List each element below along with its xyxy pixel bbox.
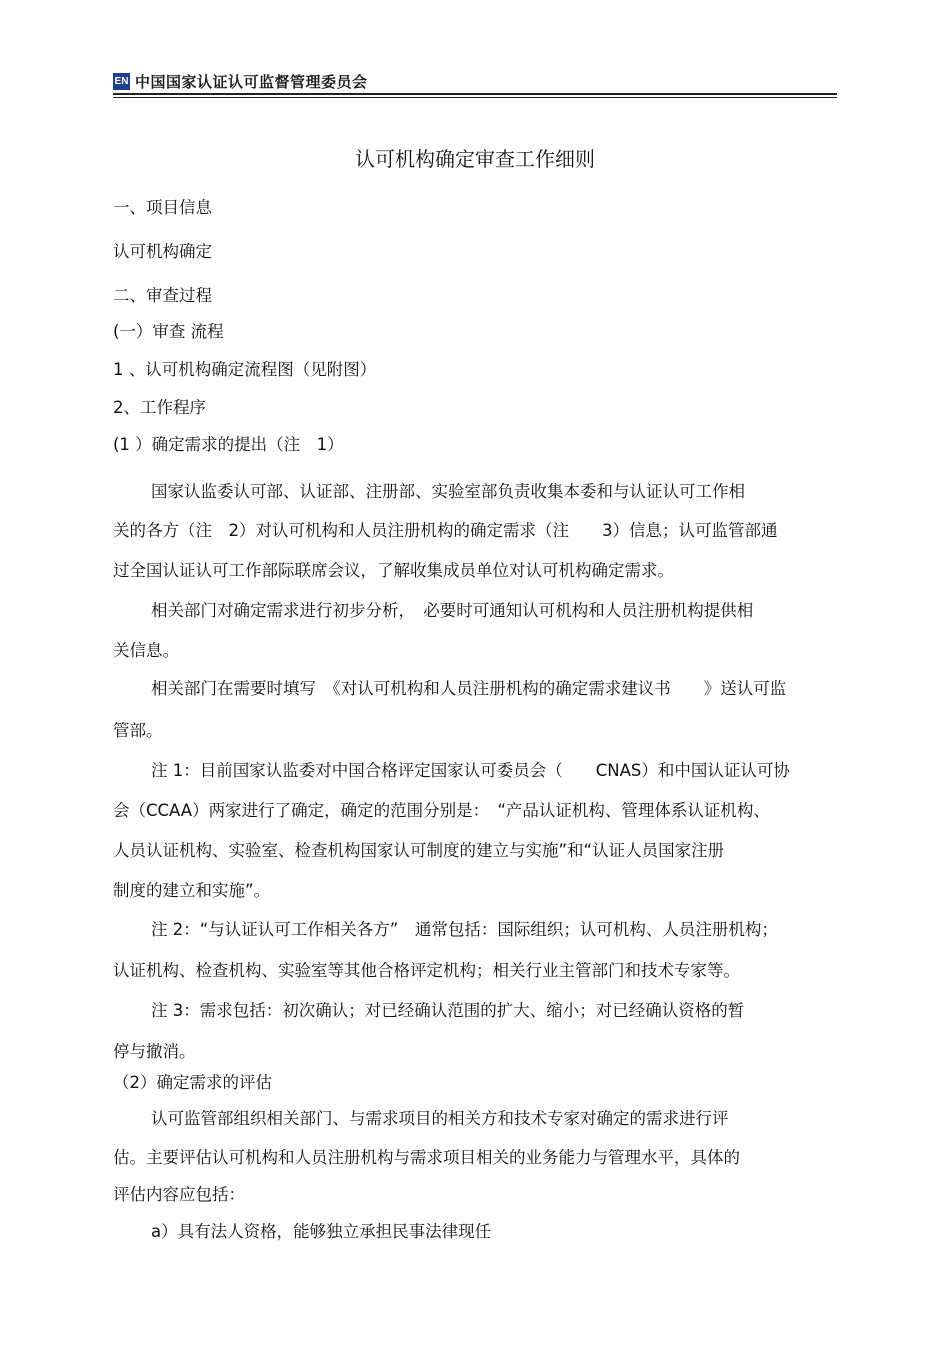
note-line: 注 3：需求包括：初次确认；对已经确认范围的扩大、缩小；对已经确认资格的暂 [151, 1001, 745, 1020]
note-line: 注 2：“与认证认可工作相关各方” 通常包括：国际组织；认可机构、人员注册机构； [151, 920, 778, 939]
list-item: a）具有法人资格，能够独立承担民事法律现任 [151, 1222, 492, 1241]
subsection-heading: (1 ）确定需求的提出（注 1） [113, 435, 344, 454]
subsection-heading: 1 、认可机构确定流程图（见附图） [113, 360, 377, 379]
paragraph-line: 管部。 [113, 721, 163, 740]
header-rule-thin [113, 97, 837, 98]
note-line: 会（CCAA）两家进行了确定，确定的范围分别是： “产品认证机构、管理体系认证机构、 [113, 801, 770, 820]
paragraph-line: 关信息。 [113, 641, 179, 660]
document-title: 认可机构确定审查工作细则 [355, 147, 595, 171]
paragraph-line: 相关部门在需要时填写 《对认可机构和人员注册机构的确定需求建议书 》送认可监 [151, 679, 787, 698]
note-line: 人员认证机构、实验室、检查机构国家认可制度的建立与实施”和“认证人员国家注册 [113, 841, 725, 860]
document-header [113, 71, 837, 95]
paragraph-line: 相关部门对确定需求进行初步分析， 必要时可通知认可机构和人员注册机构提供相 [151, 601, 754, 620]
note-line: 注 1：目前国家认监委对中国合格评定国家认可委员会（ CNAS）和中国认证认可协 [151, 761, 790, 780]
header-rule-thick [113, 93, 837, 95]
subsection-heading: 2、工作程序 [113, 398, 206, 417]
paragraph-line: 估。主要评估认可机构和人员注册机构与需求项目相关的业务能力与管理水平，具体的 [113, 1148, 740, 1167]
note-line: 认证机构、检查机构、实验室等其他合格评定机构；相关行业主管部门和技术专家等。 [113, 961, 740, 980]
section-heading: 二、审查过程 [113, 286, 212, 305]
subsection-heading: (一）审查 流程 [113, 322, 224, 341]
body-line: 认可机构确定 [113, 242, 212, 261]
cnca-logo-icon: EN [113, 73, 130, 90]
paragraph-line: 国家认监委认可部、认证部、注册部、实验室部负责收集本委和与认证认可工作相 [151, 482, 745, 501]
paragraph-line: 评估内容应包括： [113, 1185, 245, 1204]
header-org-name: 中国国家认证认可监督管理委员会 [135, 73, 368, 91]
paragraph-line: 过全国认证认可工作部际联席会议，了解收集成员单位对认可机构确定需求。 [113, 561, 674, 580]
subsection-heading: （2）确定需求的评估 [113, 1073, 272, 1092]
section-heading: 一、项目信息 [113, 198, 212, 217]
paragraph-line: 认可监管部组织相关部门、与需求项目的相关方和技术专家对确定的需求进行评 [151, 1109, 729, 1128]
paragraph-line: 关的各方（注 2）对认可机构和人员注册机构的确定需求（注 3）信息；认可监管部通 [113, 521, 778, 540]
note-line: 停与撤消。 [113, 1042, 196, 1061]
note-line: 制度的建立和实施”。 [113, 881, 271, 900]
